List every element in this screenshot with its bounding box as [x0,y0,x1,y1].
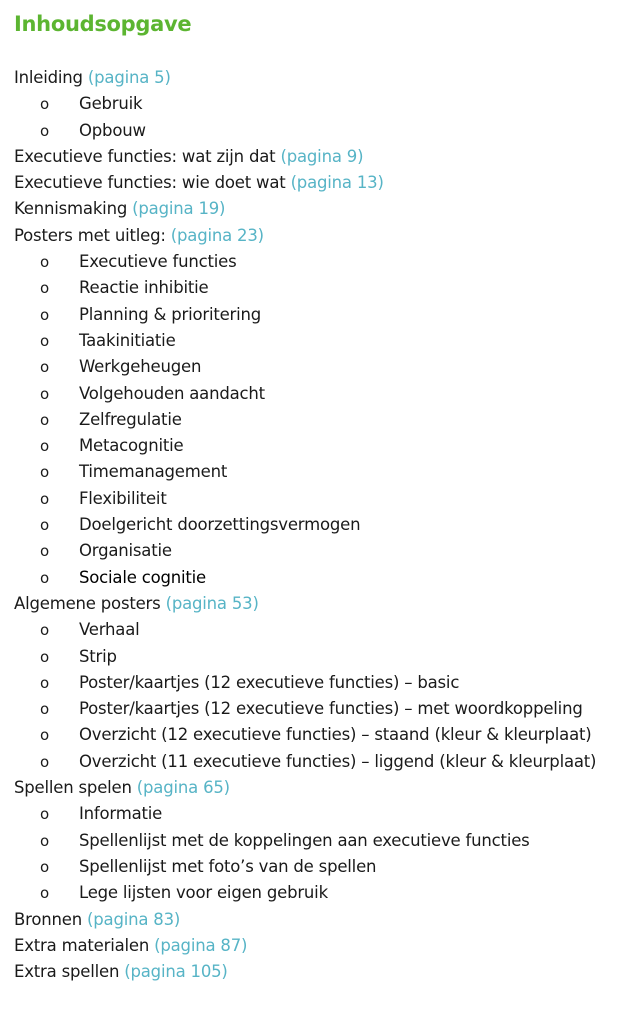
toc-subsection-entry [0,249,643,275]
toc-entry-text: Executieve functies: wat zijn dat [14,146,276,166]
toc-subsection-entry [0,801,643,827]
list-bullet-icon: o [40,253,49,272]
toc-entry-text: Taakinitiatie [79,330,176,350]
list-bullet-icon: o [40,542,49,561]
list-bullet-icon: o [40,95,49,114]
toc-subsection-entry [0,459,643,485]
toc-subsection-entry [0,565,643,591]
list-bullet-icon: o [40,673,49,692]
toc-subsection-entry [0,354,643,380]
toc-chapter-entry [0,65,643,91]
toc-page-reference: (pagina 23) [170,225,264,245]
toc-title: Inhoudsopgave [14,12,192,36]
toc-entry-text: Metacognitie [79,436,184,456]
toc-entry-text: Extra spellen [14,962,120,982]
toc-entry-text: Poster/kaartjes (12 executieve functies) – basic [79,672,460,692]
list-bullet-icon: o [40,805,49,824]
toc-entry-text: Opbouw [79,120,146,140]
toc-entry-text: Zelfregulatie [79,409,182,429]
toc-subsection-entry [0,644,643,670]
toc-subsection-entry [0,433,643,459]
list-bullet-icon: o [40,279,49,298]
toc-subsection-entry [0,486,643,512]
toc-subsection-entry [0,696,643,722]
toc-entry-text: Kennismaking [14,199,128,219]
toc-entry-text: Spellenlijst met foto’s van de spellen [79,856,377,876]
toc-entry-text: Planning & prioritering [79,304,262,324]
toc-entry-text: Lege lijsten voor eigen gebruik [79,883,328,903]
toc-subsection-entry [0,749,643,775]
toc-subsection-entry [0,828,643,854]
list-bullet-icon: o [40,884,49,903]
toc-chapter-entry [0,775,643,801]
toc-entry-text: Volgehouden aandacht [79,383,265,403]
toc-entry-text: Extra materialen [14,935,150,955]
toc-entry-text: Bronnen [14,909,82,929]
toc-entry-text: Executieve functies [79,252,237,272]
toc-page-reference: (pagina 9) [280,146,364,166]
toc-entry-text: Verhaal [79,620,140,640]
toc-entry-text: Strip [79,646,117,666]
toc-subsection-entry [0,880,643,906]
toc-page-reference: (pagina 83) [87,909,181,929]
toc-subsection-entry [0,617,643,643]
toc-subsection-entry [0,91,643,117]
toc-chapter-entry [0,170,643,196]
list-bullet-icon: o [40,463,49,482]
toc-chapter-entry [0,959,643,985]
toc-entry-text: Timemanagement [79,462,228,482]
toc-subsection-entry [0,275,643,301]
toc-entry-text: Overzicht (12 executieve functies) – staand (kleur & kleurplaat) [79,725,592,745]
toc-subsection-entry [0,328,643,354]
toc-entry-text: Posters met uitleg: [14,225,166,245]
list-bullet-icon: o [40,358,49,377]
list-bullet-icon: o [40,857,49,876]
toc-entry-text: Gebruik [79,94,143,114]
list-bullet-icon: o [40,568,49,587]
list-bullet-icon: o [40,305,49,324]
toc-page-reference: (pagina 65) [136,778,230,798]
toc-subsection-entry [0,670,643,696]
toc-entry-text: Inleiding [14,68,83,87]
toc-entry-text: Werkgeheugen [79,357,202,377]
list-bullet-icon: o [40,121,49,140]
toc-subsection-entry [0,407,643,433]
toc-entry-text: Spellenlijst met de koppelingen aan executieve functies [79,830,530,850]
toc-chapter-entry [0,196,643,222]
toc-entry-text: Flexibiliteit [79,488,167,508]
toc-subsection-entry [0,512,643,538]
toc-page-reference: (pagina 87) [154,935,248,955]
toc-page-reference: (pagina 5) [87,68,171,87]
toc-entry-text: Informatie [79,804,163,824]
toc-subsection-entry [0,854,643,880]
toc-chapter-entry [0,223,643,249]
toc-entry-text: Poster/kaartjes (12 executieve functies) – met woordkoppeling [79,699,583,719]
toc-subsection-entry [0,538,643,564]
toc-entry-text: Algemene posters [14,593,161,613]
toc-entry-text: Executieve functies: wie doet wat [14,173,286,193]
list-bullet-icon: o [40,726,49,745]
toc-entry-text: Spellen spelen [14,778,132,798]
toc-subsection-entry [0,381,643,407]
toc-chapter-entry [0,933,643,959]
toc-entry-text: Doelgericht doorzettingsvermogen [79,515,361,535]
toc-chapter-entry [0,907,643,933]
toc-entry-text: Reactie inhibitie [79,278,209,298]
table-of-contents [0,65,643,985]
toc-page-reference: (pagina 13) [290,173,384,193]
toc-entry-text: Organisatie [79,541,172,561]
toc-subsection-entry [0,118,643,144]
list-bullet-icon: o [40,647,49,666]
toc-page-reference: (pagina 19) [132,199,226,219]
list-bullet-icon: o [40,384,49,403]
toc-entry-text: Overzicht (11 executieve functies) – liggend (kleur & kleurplaat) [79,751,597,771]
list-bullet-icon: o [40,489,49,508]
list-bullet-icon: o [40,516,49,535]
toc-chapter-entry [0,591,643,617]
list-bullet-icon: o [40,410,49,429]
toc-chapter-entry [0,144,643,170]
list-bullet-icon: o [40,331,49,350]
list-bullet-icon: o [40,700,49,719]
toc-entry-text: Sociale cognitie [79,567,207,587]
toc-subsection-entry [0,722,643,748]
list-bullet-icon: o [40,437,49,456]
list-bullet-icon: o [40,752,49,771]
toc-page-reference: (pagina 53) [165,593,259,613]
toc-subsection-entry [0,302,643,328]
list-bullet-icon: o [40,621,49,640]
list-bullet-icon: o [40,831,49,850]
toc-page-reference: (pagina 105) [124,962,228,982]
